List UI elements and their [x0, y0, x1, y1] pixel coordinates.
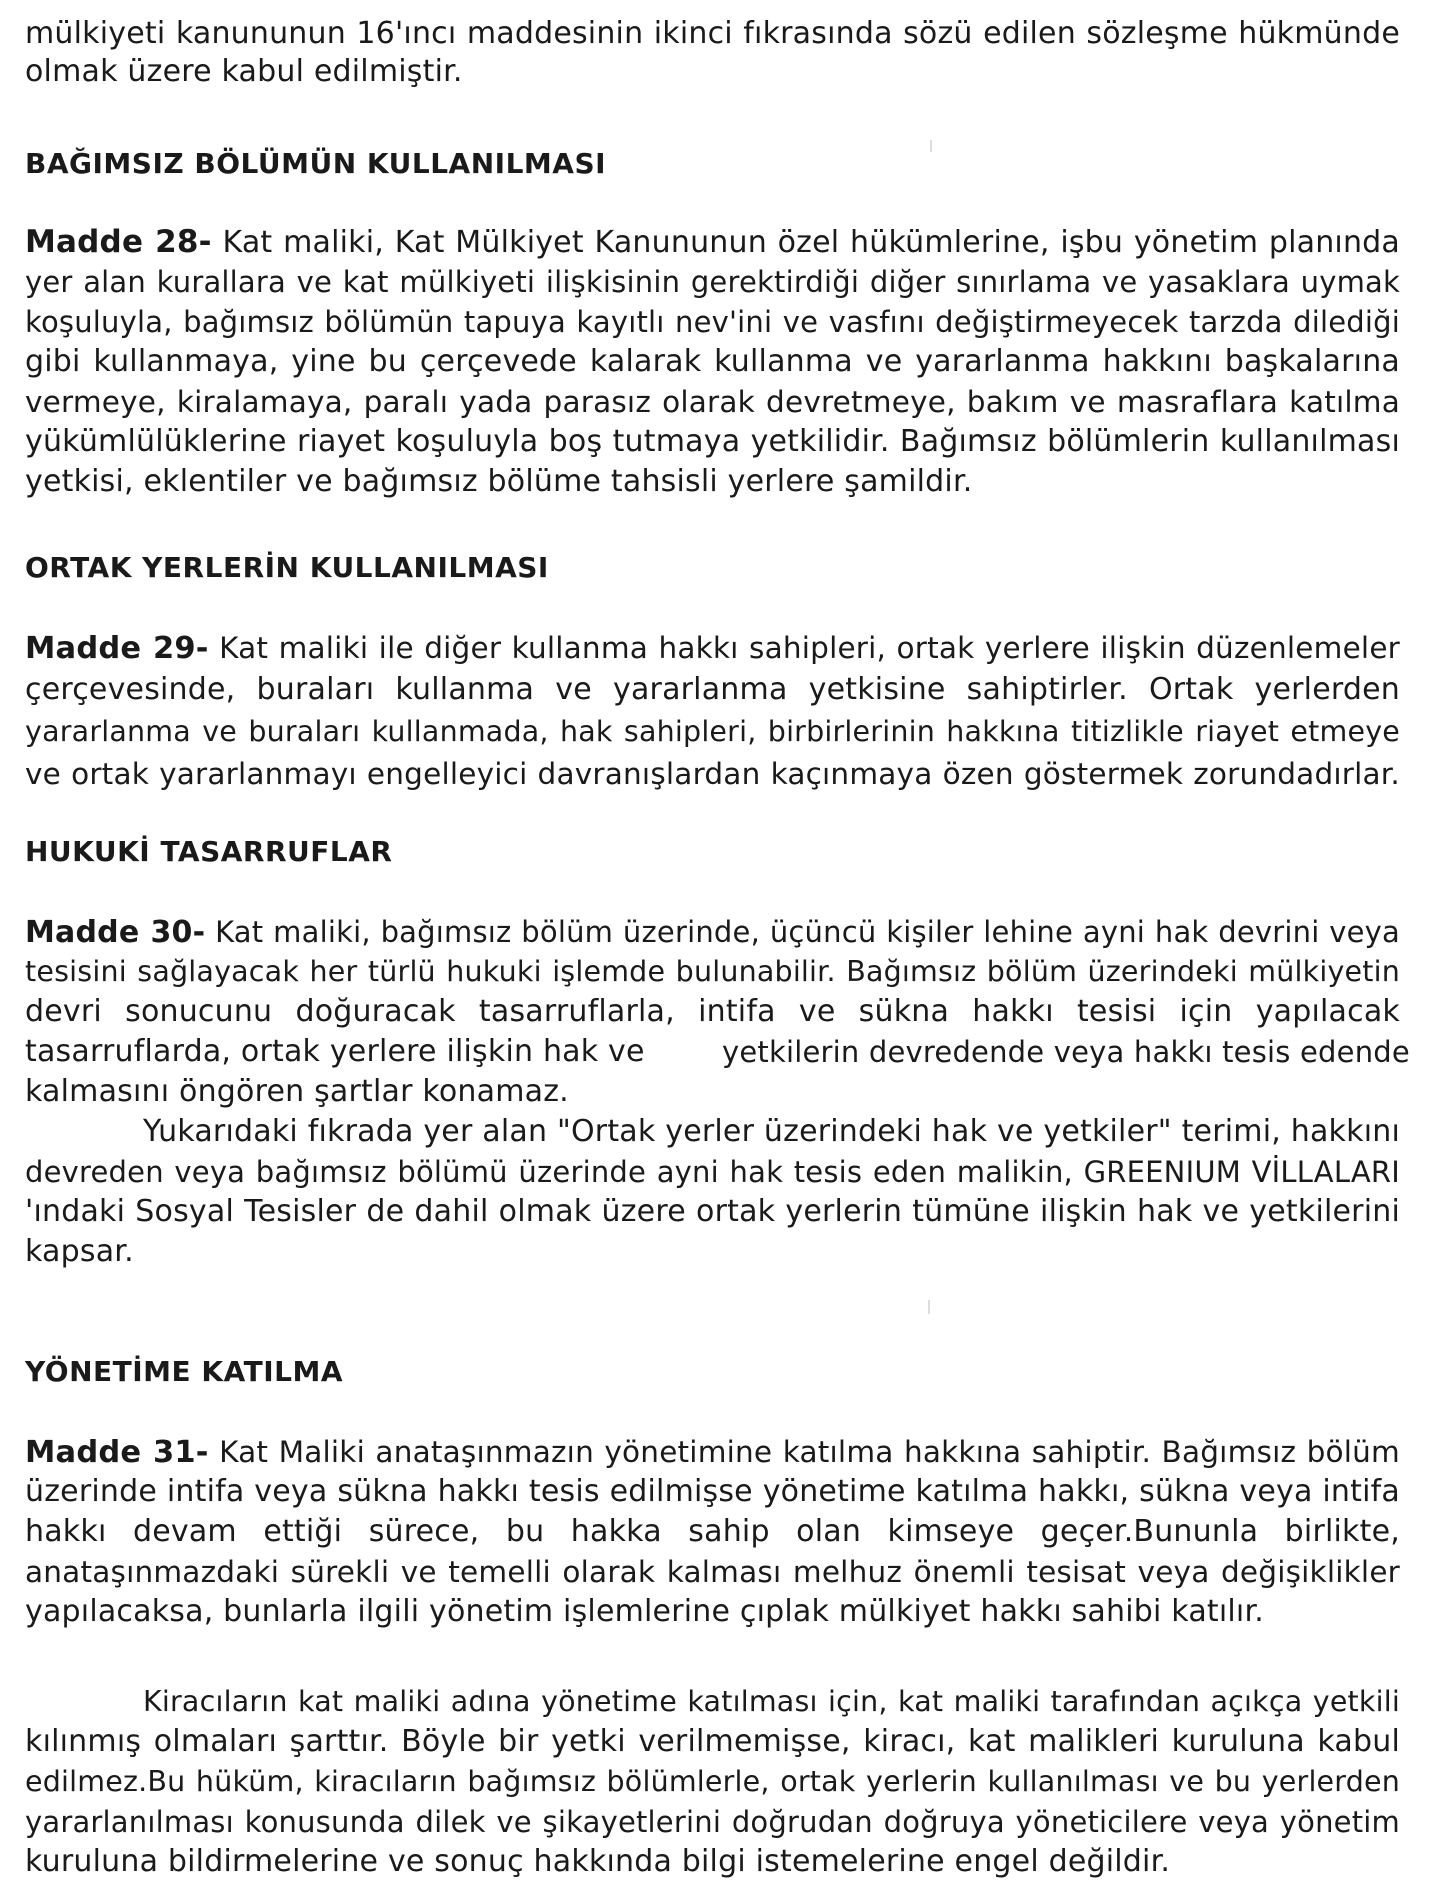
madde-30-line-5: kalmasını öngören şartlar konamaz. [25, 1074, 569, 1109]
madde-31-line-3: hakkı devam ettiği sürece, bu hakka sahip olan kimseye geçer.Bununla birlikte, [25, 1514, 1400, 1549]
madde-28-line-6: yükümlülüklerine riayet koşuluyla boş tutmaya yetkilidir. Bağımsız bölümlerin kullanılması [25, 424, 1400, 459]
madde-30-line-1 [25, 912, 1400, 953]
madde-30-line-2: tesisini sağlayacak her türlü hukuki işlemde bulunabilir. Bağımsız bölüm üzerindeki mülkiyetin [25, 955, 1400, 988]
madde-30-line-9: kapsar. [25, 1234, 134, 1269]
madde-31-line-5: yapılacaksa, bunlarla ilgili yönetim işlemlerine çıplak mülkiyet hakkı sahibi katılır. [25, 1594, 1264, 1629]
madde-29-line-1 [25, 628, 1400, 669]
madde-31-para2-line-3: edilmez.Bu hüküm, kiracıların bağımsız bölümlerle, ortak yerlerin kullanılması ve bu yerlerden [25, 1765, 1400, 1798]
madde-28-line-3: koşuluyla, bağımsız bölümün tapuya kayıtlı nev'ini ve vasfını değiştirmeyecek tarzda dilediği [25, 305, 1400, 339]
madde-29-label: Madde 29- [25, 631, 209, 666]
section-heading-31: YÖNETİME KATILMA [25, 1355, 343, 1388]
madde-30-line-7: devreden veya bağımsız bölümü üzerinde ayni hak tesis eden malikin, GREENIUM VİLLALARI [25, 1155, 1400, 1189]
madde-31-label: Madde 31- [25, 1435, 209, 1470]
section-heading-28: BAĞIMSIZ BÖLÜMÜN KULLANILMASI [25, 147, 607, 180]
madde-31-line-1 [25, 1432, 1400, 1473]
madde-30-line-3: devri sonucunu doğuracak tasarruflarla, intifa ve sükna hakkı tesisi için yapılacak [25, 994, 1400, 1029]
madde-29-text-1: Kat maliki ile diğer kullanma hakkı sahipleri, ortak yerlere ilişkin düzenlemeler [219, 631, 1400, 665]
madde-31-para2-line-2: kılınmış olmaları şarttır. Böyle bir yetki verilmemişse, kiracı, kat malikleri kuruluna kabul [25, 1724, 1400, 1759]
madde-28-line-1 [25, 222, 1400, 263]
madde-31-text-1: Kat Maliki anataşınmazın yönetimine katılma hakkına sahiptir. Bağımsız bölüm [219, 1435, 1400, 1469]
madde-30-text-6: Yukarıdaki fıkrada yer alan "Ortak yerler üzerindeki hak ve yetkiler" terimi, hakkını [143, 1114, 1400, 1149]
intro-line-1: mülkiyeti kanununun 16'ıncı maddesinin ikinci fıkrasında sözü edilen sözleşme hükmünde [25, 16, 1400, 51]
madde-30-line-4a: tasarruflarda, ortak yerlere ilişkin hak ve [25, 1034, 645, 1069]
madde-31-para2-line-5: kuruluna bildirmelerine ve sonuç hakkında bilgi istemelerine engel değildir. [25, 1844, 1171, 1879]
madde-28-line-2: yer alan kurallara ve kat mülkiyeti ilişkisinin gerektirdiği diğer sınırlama ve yasaklara uymak [25, 265, 1400, 299]
madde-29-line-4: ve ortak yararlanmayı engelleyici davranışlardan kaçınmaya özen göstermek zorundadırlar. [25, 757, 1400, 791]
madde-30-label: Madde 30- [25, 915, 206, 950]
intro-line-2: olmak üzere kabul edilmiştir. [25, 54, 463, 89]
section-heading-30: HUKUKİ TASARRUFLAR [25, 835, 393, 868]
scan-artifact [928, 1300, 930, 1314]
madde-29-line-2: çerçevesinde, buraları kullanma ve yararlanma yetkisine sahiptirler. Ortak yerlerden [25, 672, 1400, 707]
madde-31-para2-line-1 [25, 1682, 1400, 1722]
madde-30-line-6 [25, 1112, 1400, 1152]
madde-31-para2-line-4: yararlanılması konusunda dilek ve şikayetlerini doğrudan doğruya yöneticilere veya yönetim [25, 1805, 1400, 1839]
madde-31-para2-text-1: Kiracıların kat maliki adına yönetime katılması için, kat maliki tarafından açıkça yetkili [143, 1685, 1400, 1718]
madde-28-label: Madde 28- [25, 224, 212, 260]
madde-28-line-5: vermeye, kiralamaya, paralı yada parasız olarak devretmeye, bakım ve masraflara katılma [25, 385, 1400, 419]
madde-30-line-4b: yetkilerin devredende veya hakkı tesis edende [722, 1035, 1410, 1069]
madde-30-line-8: 'ındaki Sosyal Tesisler de dahil olmak üzere ortak yerlerin tümüne ilişkin hak ve yetkilerini [25, 1194, 1400, 1229]
section-heading-29: ORTAK YERLERİN KULLANILMASI [25, 551, 549, 584]
madde-28-line-4: gibi kullanmaya, yine bu çerçevede kalarak kullanma ve yararlanma hakkını başkalarına [25, 344, 1400, 379]
madde-31-line-4: anataşınmazdaki sürekli ve temelli olarak kalması melhuz önemli tesisat veya değişiklikler [25, 1555, 1400, 1589]
madde-29-line-3: yararlanma ve buraları kullanmada, hak sahipleri, birbirlerinin hakkına titizlikle riayet etmeye [25, 715, 1400, 748]
madde-28-line-7: yetkisi, eklentiler ve bağımsız bölüme tahsisli yerlere şamildir. [25, 464, 973, 499]
scan-artifact [930, 140, 932, 152]
madde-31-line-2: üzerinde intifa veya sükna hakkı tesis edilmişse yönetime katılma hakkı, sükna veya intifa [25, 1474, 1400, 1509]
madde-28-text-1: Kat maliki, Kat Mülkiyet Kanununun özel hükümlerine, işbu yönetim planında [222, 225, 1400, 260]
madde-30-text-1: Kat maliki, bağımsız bölüm üzerinde, üçüncü kişiler lehine ayni hak devrini veya [215, 915, 1401, 949]
